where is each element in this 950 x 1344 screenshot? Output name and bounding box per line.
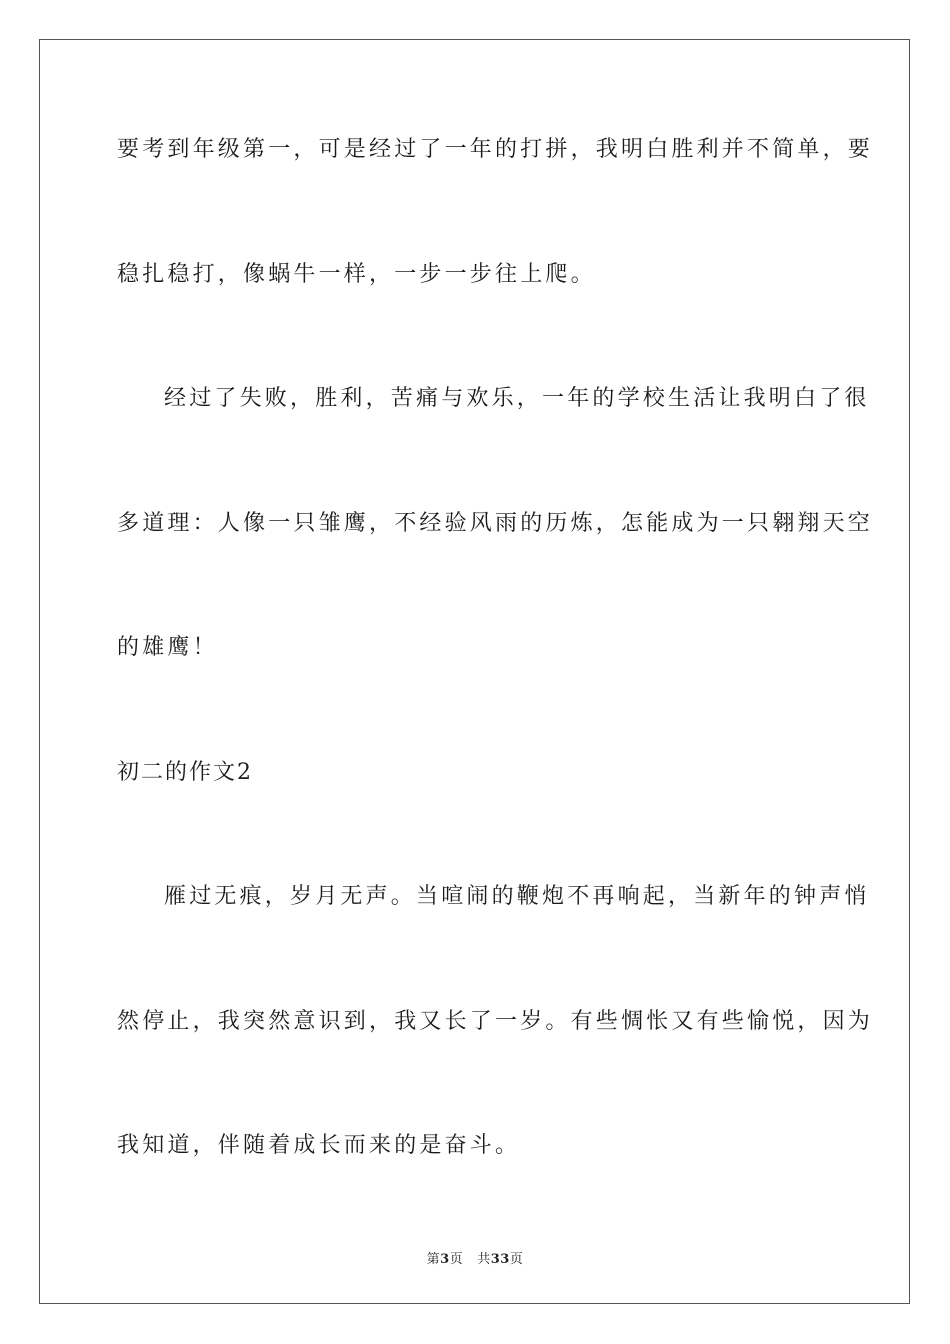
section-heading: 初二的作文2 — [117, 760, 253, 785]
paragraph-line: 经过了失败，胜利，苦痛与欢乐，一年的学校生活让我明白了很 — [164, 386, 870, 411]
paragraph-line: 多道理：人像一只雏鹰，不经验风雨的历炼，怎能成为一只翱翔天空 — [117, 511, 874, 536]
page-footer — [0, 1248, 950, 1267]
page-frame — [39, 39, 910, 1304]
paragraph-line: 然停止，我突然意识到，我又长了一岁。有些惆怅又有些愉悦，因为 — [117, 1009, 874, 1034]
paragraph-line: 我知道，伴随着成长而来的是奋斗。 — [117, 1133, 521, 1158]
paragraph-line: 的雄鹰！ — [117, 635, 218, 660]
total-pages: 33 — [490, 1252, 510, 1267]
page-prefix: 第 — [426, 1252, 441, 1267]
paragraph-line: 雁过无痕，岁月无声。当喧闹的鞭炮不再响起，当新年的钟声悄 — [164, 884, 870, 909]
page-suffix: 页 — [449, 1252, 464, 1267]
total-prefix: 共 — [477, 1252, 491, 1267]
total-suffix: 页 — [509, 1252, 524, 1267]
page-number: 3 — [440, 1252, 450, 1267]
paragraph-line: 稳扎稳打，像蜗牛一样，一步一步往上爬。 — [117, 262, 596, 287]
paragraph-line: 要考到年级第一，可是经过了一年的打拼，我明白胜利并不简单，要 — [117, 137, 874, 162]
